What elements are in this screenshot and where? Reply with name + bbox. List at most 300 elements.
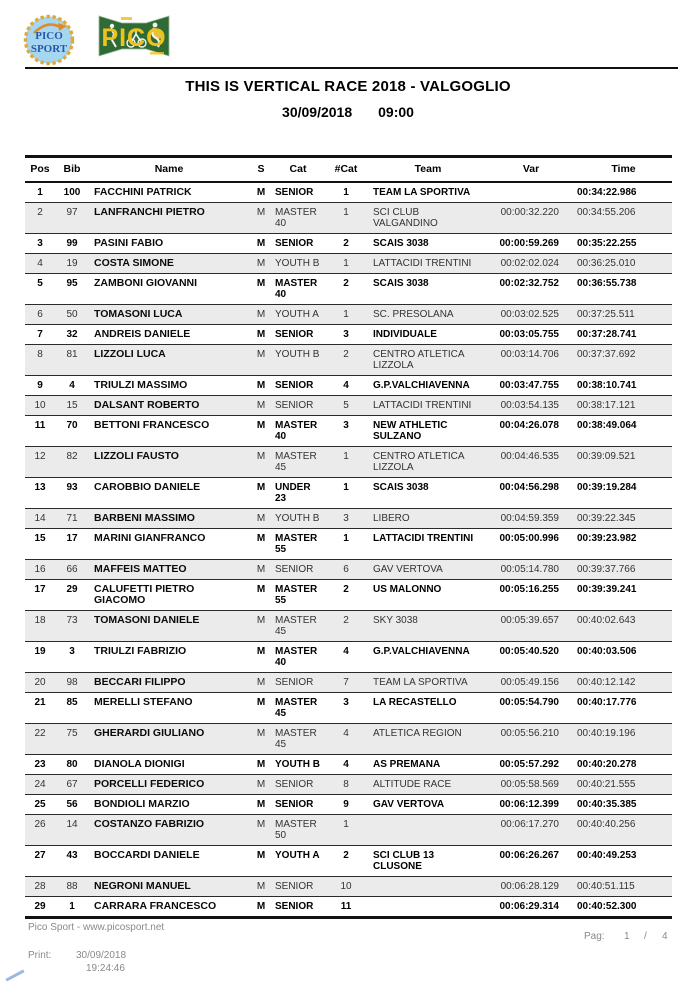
cell-team: [369, 877, 487, 897]
cell-bib: 1: [55, 897, 89, 918]
cell-cat: MASTER 40: [273, 203, 323, 234]
cell-var: 00:06:28.129: [487, 877, 575, 897]
cell-team: SC. PRESOLANA: [369, 305, 487, 325]
cell-ncat: 2: [323, 846, 369, 877]
cell-cat: UNDER 23: [273, 478, 323, 509]
cell-bib: 50: [55, 305, 89, 325]
cell-ncat: 2: [323, 611, 369, 642]
table-row: [25, 755, 672, 775]
cell-s: M: [249, 877, 273, 897]
column-header-var: Var: [487, 157, 575, 183]
cell-bib: 81: [55, 345, 89, 376]
pico-sport-logo-icon: [22, 13, 76, 67]
cell-var: 00:05:57.292: [487, 755, 575, 775]
cell-time: 00:40:17.776: [575, 693, 672, 724]
cell-name: MAFFEIS MATTEO: [89, 560, 249, 580]
column-header-bib: Bib: [55, 157, 89, 183]
table-row: [25, 447, 672, 478]
cell-name: COSTANZO FABRIZIO: [89, 815, 249, 846]
cell-var: 00:00:59.269: [487, 234, 575, 254]
cell-s: M: [249, 673, 273, 693]
cell-team: ATLETICA REGION: [369, 724, 487, 755]
cell-bib: 70: [55, 416, 89, 447]
cell-ncat: 1: [323, 447, 369, 478]
cell-var: 00:04:46.535: [487, 447, 575, 478]
cell-var: 00:05:00.996: [487, 529, 575, 560]
table-row: [25, 376, 672, 396]
cell-team: LIBERO: [369, 509, 487, 529]
cell-cat: SENIOR: [273, 560, 323, 580]
cell-var: 00:06:29.314: [487, 897, 575, 918]
cell-pos: 19: [25, 642, 55, 673]
cell-cat: SENIOR: [273, 376, 323, 396]
cell-name: PORCELLI FEDERICO: [89, 775, 249, 795]
cell-var: 00:04:26.078: [487, 416, 575, 447]
cell-team: GAV VERTOVA: [369, 560, 487, 580]
footer-print-date: 30/09/2018: [76, 950, 127, 961]
cell-name: CALUFETTI PIETRO GIACOMO: [89, 580, 249, 611]
race-date: 30/09/2018: [282, 104, 353, 120]
cell-team: AS PREMANA: [369, 755, 487, 775]
cell-time: 00:40:35.385: [575, 795, 672, 815]
cell-var: [487, 182, 575, 203]
column-header-s: S: [249, 157, 273, 183]
cell-time: 00:38:17.121: [575, 396, 672, 416]
cell-team: SCI CLUB VALGANDINO: [369, 203, 487, 234]
table-header-row: [25, 157, 672, 183]
cell-cat: MASTER 40: [273, 274, 323, 305]
cell-var: 00:05:39.657: [487, 611, 575, 642]
results-table: [25, 155, 672, 919]
cell-pos: 21: [25, 693, 55, 724]
cell-s: M: [249, 509, 273, 529]
cell-name: TRIULZI FABRIZIO: [89, 642, 249, 673]
table-row: [25, 182, 672, 203]
cell-name: TOMASONI LUCA: [89, 305, 249, 325]
cell-team: LA RECASTELLO: [369, 693, 487, 724]
cell-team: SKY 3038: [369, 611, 487, 642]
cell-ncat: 3: [323, 693, 369, 724]
cell-time: 00:37:28.741: [575, 325, 672, 345]
cell-team: LATTACIDI TRENTINI: [369, 396, 487, 416]
cell-ncat: 4: [323, 724, 369, 755]
cell-bib: 4: [55, 376, 89, 396]
footer-page-label: Pag:: [584, 931, 605, 942]
cell-team: SCAIS 3038: [369, 274, 487, 305]
cell-pos: 29: [25, 897, 55, 918]
cell-cat: MASTER 45: [273, 724, 323, 755]
column-header-time: Time: [575, 157, 672, 183]
cell-name: MERELLI STEFANO: [89, 693, 249, 724]
cell-time: 00:40:51.115: [575, 877, 672, 897]
cell-var: 00:06:17.270: [487, 815, 575, 846]
cell-pos: 14: [25, 509, 55, 529]
cell-ncat: 2: [323, 345, 369, 376]
cell-name: TOMASONI DANIELE: [89, 611, 249, 642]
scan-artifact-mark: [5, 969, 24, 981]
table-row: [25, 775, 672, 795]
cell-ncat: 3: [323, 509, 369, 529]
cell-team: CENTRO ATLETICA LIZZOLA: [369, 345, 487, 376]
column-header-name: Name: [89, 157, 249, 183]
cell-team: GAV VERTOVA: [369, 795, 487, 815]
cell-pos: 11: [25, 416, 55, 447]
cell-s: M: [249, 693, 273, 724]
cell-var: 00:03:47.755: [487, 376, 575, 396]
cell-s: M: [249, 642, 273, 673]
cell-team: ALTITUDE RACE: [369, 775, 487, 795]
cell-ncat: 1: [323, 182, 369, 203]
cell-var: 00:05:49.156: [487, 673, 575, 693]
cell-ncat: 1: [323, 529, 369, 560]
cell-time: 00:39:19.284: [575, 478, 672, 509]
cell-name: FACCHINI PATRICK: [89, 182, 249, 203]
cell-var: 00:05:40.520: [487, 642, 575, 673]
cell-var: 00:06:12.399: [487, 795, 575, 815]
cell-team: LATTACIDI TRENTINI: [369, 529, 487, 560]
cell-pos: 5: [25, 274, 55, 305]
cell-s: M: [249, 182, 273, 203]
cell-ncat: 1: [323, 203, 369, 234]
table-row: [25, 345, 672, 376]
cell-time: 00:39:22.345: [575, 509, 672, 529]
cell-ncat: 2: [323, 274, 369, 305]
cell-team: [369, 897, 487, 918]
table-row: [25, 509, 672, 529]
table-row: [25, 325, 672, 345]
cell-bib: 82: [55, 447, 89, 478]
cell-cat: YOUTH A: [273, 305, 323, 325]
cell-s: M: [249, 396, 273, 416]
cell-bib: 75: [55, 724, 89, 755]
cell-ncat: 1: [323, 478, 369, 509]
cell-cat: SENIOR: [273, 877, 323, 897]
cell-ncat: 3: [323, 325, 369, 345]
race-start-time: 09:00: [378, 104, 414, 120]
cell-name: NEGRONI MANUEL: [89, 877, 249, 897]
pico-sport-logo: [22, 13, 76, 72]
cell-team: INDIVIDUALE: [369, 325, 487, 345]
cell-bib: 66: [55, 560, 89, 580]
cell-name: BECCARI FILIPPO: [89, 673, 249, 693]
table-row: [25, 396, 672, 416]
table-row: [25, 529, 672, 560]
cell-pos: 1: [25, 182, 55, 203]
cell-cat: MASTER 50: [273, 815, 323, 846]
cell-pos: 15: [25, 529, 55, 560]
cell-pos: 12: [25, 447, 55, 478]
cell-bib: 80: [55, 755, 89, 775]
cell-cat: SENIOR: [273, 775, 323, 795]
footer-page-separator: /: [644, 931, 647, 942]
cell-s: M: [249, 846, 273, 877]
cell-name: TRIULZI MASSIMO: [89, 376, 249, 396]
table-row: [25, 897, 672, 918]
cell-bib: 43: [55, 846, 89, 877]
cell-s: M: [249, 529, 273, 560]
cell-var: 00:04:56.298: [487, 478, 575, 509]
cell-bib: 97: [55, 203, 89, 234]
cell-team: SCAIS 3038: [369, 478, 487, 509]
cell-pos: 17: [25, 580, 55, 611]
cell-time: 00:36:25.010: [575, 254, 672, 274]
table-row: [25, 560, 672, 580]
cell-ncat: 1: [323, 815, 369, 846]
column-header-team: Team: [369, 157, 487, 183]
logo1-text-sport: SPORT: [30, 43, 68, 55]
cell-team: US MALONNO: [369, 580, 487, 611]
cell-ncat: 3: [323, 416, 369, 447]
cell-time: 00:35:22.255: [575, 234, 672, 254]
cell-ncat: 4: [323, 376, 369, 396]
table-row: [25, 203, 672, 234]
cell-time: 00:40:21.555: [575, 775, 672, 795]
cell-var: 00:05:56.210: [487, 724, 575, 755]
cell-time: 00:40:20.278: [575, 755, 672, 775]
cell-team: SCI CLUB 13 CLUSONE: [369, 846, 487, 877]
cell-cat: MASTER 45: [273, 447, 323, 478]
cell-pos: 22: [25, 724, 55, 755]
cell-time: 00:34:22.986: [575, 182, 672, 203]
cell-s: M: [249, 416, 273, 447]
logo2-text-pico: PICO: [101, 24, 167, 52]
cell-team: G.P.VALCHIAVENNA: [369, 376, 487, 396]
cell-name: MARINI GIANFRANCO: [89, 529, 249, 560]
race-datetime: [0, 104, 696, 120]
cell-bib: 98: [55, 673, 89, 693]
cell-bib: 73: [55, 611, 89, 642]
cell-name: ZAMBONI GIOVANNI: [89, 274, 249, 305]
cell-pos: 24: [25, 775, 55, 795]
cell-var: 00:03:54.135: [487, 396, 575, 416]
cell-pos: 28: [25, 877, 55, 897]
cell-pos: 3: [25, 234, 55, 254]
cell-var: 00:05:16.255: [487, 580, 575, 611]
cell-cat: SENIOR: [273, 673, 323, 693]
results-table-body: [25, 182, 672, 918]
cell-cat: MASTER 45: [273, 611, 323, 642]
cell-time: 00:36:55.738: [575, 274, 672, 305]
cell-var: 00:05:14.780: [487, 560, 575, 580]
cell-cat: MASTER 40: [273, 416, 323, 447]
cell-cat: MASTER 55: [273, 580, 323, 611]
cell-pos: 23: [25, 755, 55, 775]
cell-name: ANDREIS DANIELE: [89, 325, 249, 345]
cell-name: CAROBBIO DANIELE: [89, 478, 249, 509]
cell-s: M: [249, 325, 273, 345]
cell-name: DALSANT ROBERTO: [89, 396, 249, 416]
cell-s: M: [249, 611, 273, 642]
cell-ncat: 9: [323, 795, 369, 815]
cell-pos: 25: [25, 795, 55, 815]
cell-team: SCAIS 3038: [369, 234, 487, 254]
cell-ncat: 2: [323, 580, 369, 611]
cell-ncat: 4: [323, 755, 369, 775]
cell-s: M: [249, 305, 273, 325]
cell-bib: 3: [55, 642, 89, 673]
cell-bib: 29: [55, 580, 89, 611]
cell-s: M: [249, 376, 273, 396]
table-row: [25, 274, 672, 305]
cell-pos: 26: [25, 815, 55, 846]
cell-cat: SENIOR: [273, 396, 323, 416]
cell-ncat: 1: [323, 254, 369, 274]
cell-ncat: 4: [323, 642, 369, 673]
cell-pos: 4: [25, 254, 55, 274]
cell-time: 00:40:49.253: [575, 846, 672, 877]
cell-name: PASINI FABIO: [89, 234, 249, 254]
cell-pos: 18: [25, 611, 55, 642]
cell-s: M: [249, 580, 273, 611]
cell-team: NEW ATHLETIC SULZANO: [369, 416, 487, 447]
cell-cat: SENIOR: [273, 182, 323, 203]
cell-pos: 8: [25, 345, 55, 376]
cell-s: M: [249, 203, 273, 234]
footer-organizer: Pico Sport - www.picosport.net: [28, 922, 165, 933]
cell-pos: 13: [25, 478, 55, 509]
table-row: [25, 877, 672, 897]
cell-time: 00:40:40.256: [575, 815, 672, 846]
cell-time: 00:39:37.766: [575, 560, 672, 580]
cell-team: CENTRO ATLETICA LIZZOLA: [369, 447, 487, 478]
column-header-ncat: #Cat: [323, 157, 369, 183]
table-row: [25, 254, 672, 274]
cell-name: BOCCARDI DANIELE: [89, 846, 249, 877]
table-row: [25, 673, 672, 693]
cell-s: M: [249, 815, 273, 846]
cell-time: 00:38:10.741: [575, 376, 672, 396]
cell-team: TEAM LA SPORTIVA: [369, 182, 487, 203]
cell-pos: 9: [25, 376, 55, 396]
cell-cat: YOUTH B: [273, 509, 323, 529]
cell-name: DIANOLA DIONIGI: [89, 755, 249, 775]
cell-time: 00:40:12.142: [575, 673, 672, 693]
cell-team: TEAM LA SPORTIVA: [369, 673, 487, 693]
cell-s: M: [249, 775, 273, 795]
cell-bib: 19: [55, 254, 89, 274]
cell-cat: SENIOR: [273, 897, 323, 918]
cell-s: M: [249, 447, 273, 478]
cell-s: M: [249, 234, 273, 254]
cell-time: 00:39:39.241: [575, 580, 672, 611]
cell-var: 00:05:58.569: [487, 775, 575, 795]
cell-bib: 14: [55, 815, 89, 846]
cell-name: LIZZOLI FAUSTO: [89, 447, 249, 478]
footer-page-total: 4: [662, 931, 668, 942]
cell-ncat: 6: [323, 560, 369, 580]
table-row: [25, 815, 672, 846]
table-row: [25, 642, 672, 673]
cell-s: M: [249, 345, 273, 376]
cell-name: LANFRANCHI PIETRO: [89, 203, 249, 234]
cell-cat: MASTER 45: [273, 693, 323, 724]
cell-cat: YOUTH B: [273, 254, 323, 274]
cell-name: BETTONI FRANCESCO: [89, 416, 249, 447]
cell-s: M: [249, 478, 273, 509]
cell-bib: 15: [55, 396, 89, 416]
cell-pos: 2: [25, 203, 55, 234]
cell-cat: SENIOR: [273, 234, 323, 254]
column-header-cat: Cat: [273, 157, 323, 183]
cell-s: M: [249, 755, 273, 775]
cell-bib: 99: [55, 234, 89, 254]
cell-s: M: [249, 897, 273, 918]
cell-pos: 16: [25, 560, 55, 580]
cell-var: 00:02:02.024: [487, 254, 575, 274]
cell-var: 00:00:32.220: [487, 203, 575, 234]
cell-var: 00:02:32.752: [487, 274, 575, 305]
footer-print-label: Print:: [28, 950, 52, 961]
cell-name: BARBENI MASSIMO: [89, 509, 249, 529]
cell-time: 00:39:09.521: [575, 447, 672, 478]
cell-ncat: 11: [323, 897, 369, 918]
cell-time: 00:34:55.206: [575, 203, 672, 234]
cell-bib: 32: [55, 325, 89, 345]
cell-ncat: 10: [323, 877, 369, 897]
pico-green-logo: [98, 13, 170, 64]
cell-var: 00:03:05.755: [487, 325, 575, 345]
cell-time: 00:38:49.064: [575, 416, 672, 447]
cell-bib: 71: [55, 509, 89, 529]
cell-cat: YOUTH B: [273, 345, 323, 376]
cell-time: 00:37:37.692: [575, 345, 672, 376]
cell-pos: 7: [25, 325, 55, 345]
table-row: [25, 580, 672, 611]
cell-pos: 6: [25, 305, 55, 325]
cell-s: M: [249, 254, 273, 274]
cell-name: GHERARDI GIULIANO: [89, 724, 249, 755]
footer-page-current: 1: [624, 931, 630, 942]
cell-time: 00:39:23.982: [575, 529, 672, 560]
cell-cat: MASTER 55: [273, 529, 323, 560]
cell-bib: 100: [55, 182, 89, 203]
cell-name: LIZZOLI LUCA: [89, 345, 249, 376]
table-row: [25, 305, 672, 325]
cell-pos: 27: [25, 846, 55, 877]
cell-cat: YOUTH B: [273, 755, 323, 775]
cell-cat: SENIOR: [273, 795, 323, 815]
cell-time: 00:40:19.196: [575, 724, 672, 755]
cell-var: 00:03:14.706: [487, 345, 575, 376]
table-row: [25, 478, 672, 509]
cell-bib: 93: [55, 478, 89, 509]
cell-s: M: [249, 795, 273, 815]
cell-cat: MASTER 40: [273, 642, 323, 673]
cell-var: 00:06:26.267: [487, 846, 575, 877]
cell-s: M: [249, 724, 273, 755]
cell-ncat: 5: [323, 396, 369, 416]
cell-ncat: 2: [323, 234, 369, 254]
cell-team: G.P.VALCHIAVENNA: [369, 642, 487, 673]
cell-bib: 88: [55, 877, 89, 897]
cell-bib: 67: [55, 775, 89, 795]
cell-time: 00:40:02.643: [575, 611, 672, 642]
footer-print-time: 19:24:46: [86, 963, 125, 974]
cell-time: 00:40:03.506: [575, 642, 672, 673]
cell-s: M: [249, 274, 273, 305]
cell-var: 00:05:54.790: [487, 693, 575, 724]
column-header-pos: Pos: [25, 157, 55, 183]
cell-s: M: [249, 560, 273, 580]
table-row: [25, 611, 672, 642]
cell-var: 00:04:59.359: [487, 509, 575, 529]
cell-ncat: 1: [323, 305, 369, 325]
cell-pos: 20: [25, 673, 55, 693]
table-row: [25, 846, 672, 877]
cell-time: 00:40:52.300: [575, 897, 672, 918]
cell-pos: 10: [25, 396, 55, 416]
cell-cat: YOUTH A: [273, 846, 323, 877]
